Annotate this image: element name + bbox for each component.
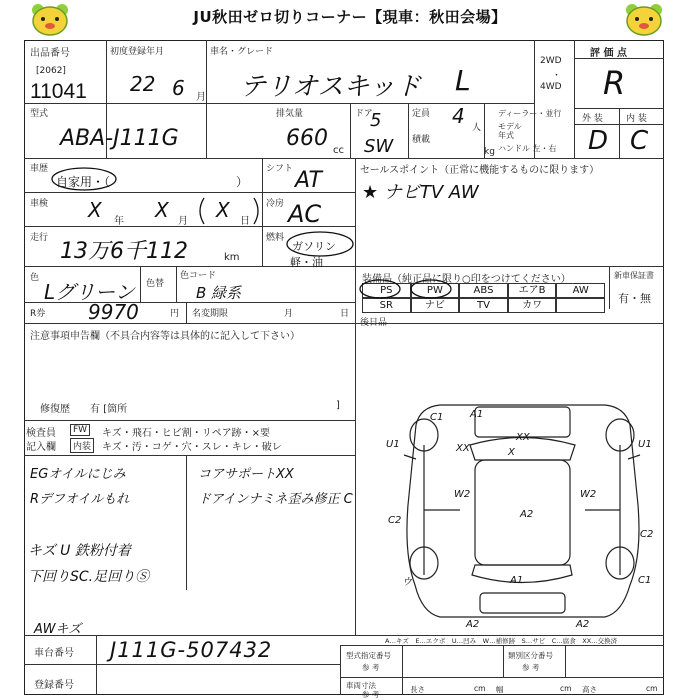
year-label: 年式 xyxy=(498,131,514,140)
repair-close: ] xyxy=(336,400,340,411)
divider xyxy=(206,40,207,158)
equip-tv: TV xyxy=(459,298,508,313)
height-label: 高さ xyxy=(582,685,597,694)
divider xyxy=(340,677,664,678)
damage-mark: C2 xyxy=(640,529,654,540)
color-code-label: 色コード xyxy=(180,271,217,281)
remark-line: Rデフオイルもれ xyxy=(30,492,130,507)
damage-mark: C2 xyxy=(388,515,402,526)
damage-mark: C1 xyxy=(430,412,444,423)
equip-abs: ABS xyxy=(459,283,508,298)
int-label: 内 装 xyxy=(626,114,647,124)
lot-label: 出品番号 xyxy=(30,48,70,59)
remark-line: EGオイルにじみ xyxy=(30,467,126,482)
inspection-month: X xyxy=(155,198,169,222)
divider xyxy=(408,103,409,158)
divider xyxy=(534,40,535,158)
equip-sr: SR xyxy=(362,298,411,313)
car-name: テリオスキッド xyxy=(240,72,421,102)
shift-label: シフト xyxy=(266,164,294,174)
remark-line: キズ U 鉄粉付着 xyxy=(28,543,131,559)
car-body-diagram xyxy=(380,385,665,635)
width-label: 幅 xyxy=(496,685,504,694)
recycle-unit: 円 xyxy=(170,309,180,319)
chassis-label: 車台番号 xyxy=(34,648,74,659)
mileage-unit: km xyxy=(224,252,240,263)
model-label: 型式 xyxy=(30,109,49,119)
inspector-row2: キズ・汚・コゲ・穴・スレ・キレ・破レ xyxy=(102,442,282,453)
damage-mark: A2 xyxy=(466,619,480,630)
spec-number-label: 型式指定番号 xyxy=(346,651,391,660)
fuel-label: 燃料 xyxy=(266,233,285,243)
drive-2wd: 2WD xyxy=(540,56,562,66)
divider xyxy=(96,635,97,695)
equip-label: 装備品（純正品に限り○印をつけてください） xyxy=(362,274,571,285)
model-year-label: モデル xyxy=(498,122,522,131)
divider xyxy=(340,645,341,695)
damage-mark: XX xyxy=(516,432,530,443)
circle-mark xyxy=(358,278,458,300)
damage-mark: X xyxy=(508,447,515,458)
lot-number: 11041 xyxy=(30,80,87,103)
ac-value: AC xyxy=(288,200,322,228)
model-value: ABA-J111G xyxy=(60,126,179,151)
chassis-value: J111G-507432 xyxy=(110,638,273,662)
steering-label: ハンドル 左・右 xyxy=(498,144,557,153)
int-score: C xyxy=(630,126,649,156)
divider xyxy=(186,455,187,590)
class-number-label: 類別区分番号 xyxy=(508,651,553,660)
dimension-label: 車両寸法 xyxy=(346,681,376,690)
circle-mark xyxy=(50,166,118,192)
first-reg-year: 22 xyxy=(130,72,156,96)
capacity-value: 4 xyxy=(452,104,465,128)
color-label: 色 xyxy=(30,273,40,283)
divider xyxy=(24,455,355,456)
car-label: 車名・グレード xyxy=(210,47,274,57)
fuel-gasoline: ガソリン xyxy=(292,240,336,253)
mileage-label: 走行 xyxy=(30,233,49,243)
interior-tag: 内装 xyxy=(70,438,94,453)
ext-score: D xyxy=(588,126,609,156)
name-change-month: 月 xyxy=(284,309,294,319)
equip-empty xyxy=(556,298,605,313)
divider xyxy=(262,158,263,266)
record-label: 記入欄 xyxy=(26,442,56,453)
repair-history: 修復歴 有 [箇所 xyxy=(40,404,128,415)
color-change-label: 色替 xyxy=(146,279,165,289)
cc-value: 660 xyxy=(286,126,328,151)
sell-value: ★ ナビTV AW xyxy=(362,182,479,203)
score-label: 評 価 点 xyxy=(590,48,627,59)
divider xyxy=(24,664,340,665)
divider xyxy=(24,420,355,421)
month-unit: 月 xyxy=(196,92,206,103)
load-label: 積載 xyxy=(412,135,431,145)
ref-label: 参 考 xyxy=(522,663,540,672)
inspection-day: X xyxy=(216,198,230,222)
warranty-value: 有・無 xyxy=(618,292,651,305)
divider xyxy=(24,266,664,267)
divider xyxy=(176,266,177,302)
load-unit: kg xyxy=(484,147,495,157)
divider xyxy=(350,103,351,158)
mileage-value: 13万6千112 xyxy=(60,239,188,264)
name-change-label: 名変期限 xyxy=(192,309,229,319)
car-grade: L xyxy=(455,64,471,97)
usage-label: 車歴 xyxy=(30,164,49,174)
bear-mascot-icon xyxy=(622,2,666,36)
recycle-value: 9970 xyxy=(88,300,139,324)
damage-mark: W2 xyxy=(454,489,471,500)
divider xyxy=(186,302,187,323)
registration-label: 登録番号 xyxy=(34,680,74,691)
damage-mark: A1 xyxy=(510,575,524,586)
inspection-year: X xyxy=(88,198,102,222)
damage-legend: A…キズ E…エクボ U…凹み W…補修跡 S…サビ C…腐食 XX…交換済 xyxy=(385,637,618,645)
year-unit: 年 xyxy=(114,216,124,227)
equip-ps: PS xyxy=(362,283,411,298)
equip-airbag: エアB xyxy=(508,283,557,298)
name-change-day: 日 xyxy=(340,309,350,319)
equip-aw: AW xyxy=(556,283,605,298)
ac-label: 冷房 xyxy=(266,199,285,209)
first-reg-label: 初度登録年月 xyxy=(110,47,165,57)
doors-label: ドア xyxy=(355,109,373,119)
damage-mark: A1 xyxy=(470,409,484,420)
drive-4wd: 4WD xyxy=(540,82,562,92)
damage-mark: U1 xyxy=(638,439,652,450)
body-type: SW xyxy=(364,136,394,157)
page-title: JU秋田ゼロ切りコーナー【現車：秋田会場】 xyxy=(193,8,507,26)
lot-sub: [2062] xyxy=(36,66,66,76)
repost-label: 後日品 xyxy=(360,318,388,328)
paren-mark xyxy=(196,196,262,226)
equip-navi: ナビ xyxy=(411,298,460,313)
cm-unit: cm xyxy=(560,684,572,693)
remark-line: 下回りSC.足回りⓈ xyxy=(28,569,150,585)
divider xyxy=(140,266,141,302)
remark-line: ドアインナミネ歪み修正 C xyxy=(198,492,353,507)
notes-label: 注意事項申告欄（不具合内容等は具体的に記入して下さい） xyxy=(30,331,300,342)
inspector-row1: キズ・飛石・ヒビ割・リペア跡・×要 xyxy=(102,428,270,439)
damage-mark: C1 xyxy=(638,575,652,586)
inspector-label: 検査員 xyxy=(26,428,56,439)
divider xyxy=(340,645,664,646)
damage-mark: W2 xyxy=(580,489,597,500)
damage-mark: U1 xyxy=(386,439,400,450)
cm-unit: cm xyxy=(474,684,486,693)
length-label: 長さ xyxy=(410,685,425,694)
capacity-unit: 人 xyxy=(472,123,482,133)
damage-mark: A2 xyxy=(520,509,534,520)
divider xyxy=(402,645,403,695)
cm-unit: cm xyxy=(646,684,658,693)
shift-value: AT xyxy=(295,168,322,193)
equip-pw: PW xyxy=(411,283,460,298)
ref-label: 参 考 xyxy=(362,663,380,672)
doors-value: 5 xyxy=(370,110,382,131)
damage-mark: XX xyxy=(456,443,470,454)
day-unit: 日 xyxy=(240,216,250,227)
dealer-label: ディーラー・並行 xyxy=(498,109,562,118)
ext-label: 外 装 xyxy=(582,114,603,124)
fuel-diesel: 軽・油 xyxy=(290,256,323,269)
inspection-label: 車検 xyxy=(30,199,49,209)
cc-unit: cc xyxy=(333,145,344,156)
inspection-month-unit: 月 xyxy=(178,216,188,227)
damage-mark: A2 xyxy=(576,619,590,630)
color-value: Lグリーン xyxy=(44,280,135,304)
divider xyxy=(609,266,610,309)
score-value: R xyxy=(603,64,626,102)
usage-value: 自家用・（ xyxy=(56,175,111,189)
capacity-label: 定員 xyxy=(412,109,431,119)
fw-tag: FW xyxy=(70,424,90,436)
warranty-label: 新車保証書 xyxy=(614,271,654,280)
remark-line: AWキズ xyxy=(34,622,82,637)
ref-label: 参 考 xyxy=(362,690,380,699)
first-reg-month: 6 xyxy=(172,76,185,100)
divider xyxy=(503,645,504,677)
damage-mark: ウ xyxy=(402,577,412,588)
recycle-label: R券 xyxy=(30,309,46,319)
divider xyxy=(24,158,664,159)
divider xyxy=(565,645,566,677)
divider xyxy=(619,108,620,158)
color-code: B 緑系 xyxy=(196,284,242,302)
sell-label: セールスポイント（正常に機能するものに限ります） xyxy=(360,165,600,176)
usage-paren: ） xyxy=(236,175,249,189)
bear-mascot-icon xyxy=(28,2,72,36)
remark-line: コアサポートXX xyxy=(198,467,294,482)
divider xyxy=(355,323,356,635)
cc-label: 排気量 xyxy=(276,109,304,119)
header-bar xyxy=(0,0,700,38)
equip-leather: カワ xyxy=(508,298,557,313)
